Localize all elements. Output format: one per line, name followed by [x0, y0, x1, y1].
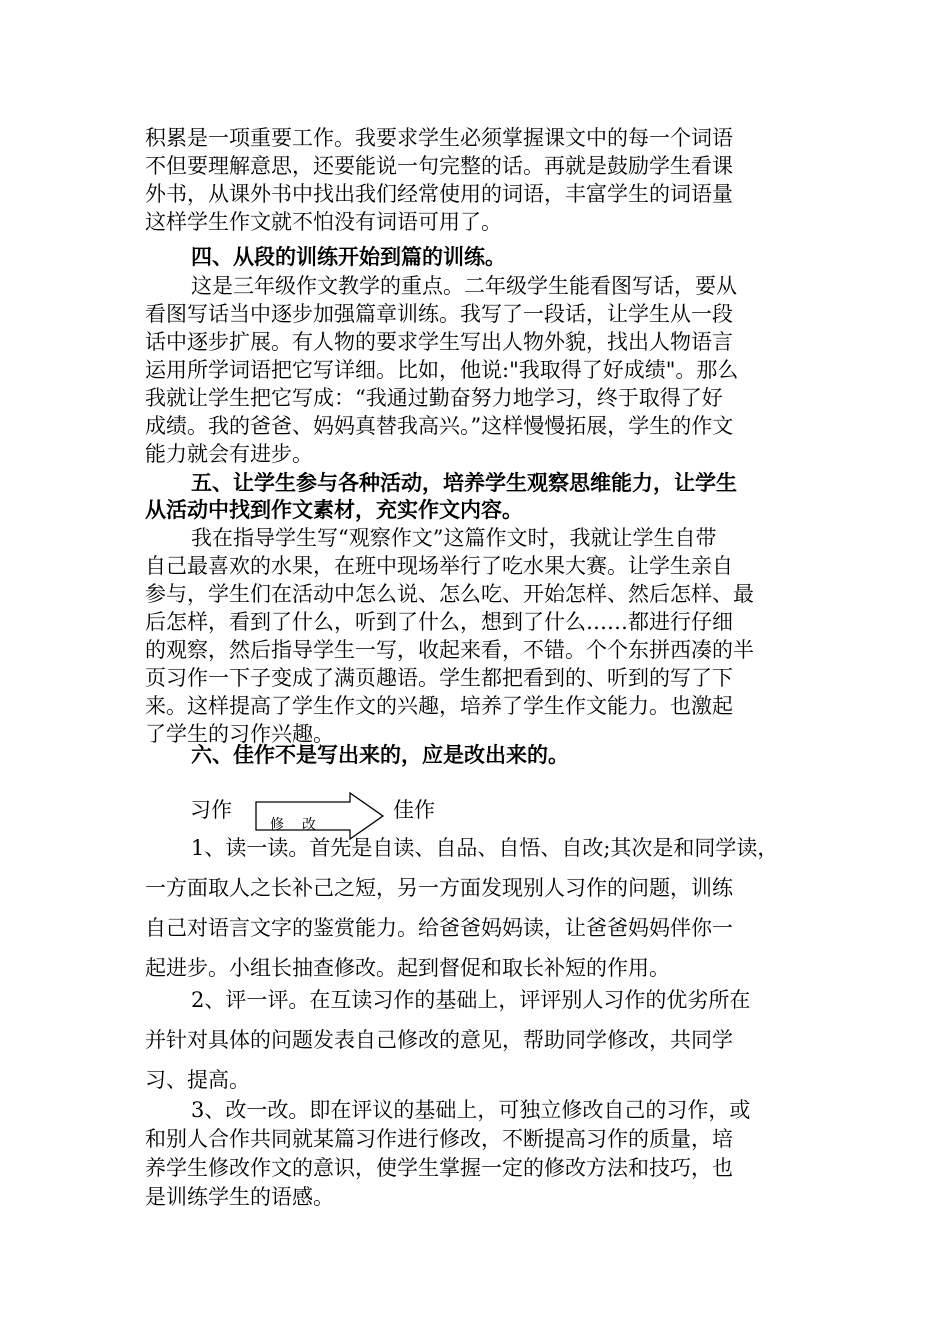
text-line: 我在指导学生写“观察作文”这篇作文时，我就让学生自带 — [191, 526, 717, 550]
text-line: 自己最喜欢的水果，在班中现场举行了吃水果大赛。让学生亲自 — [145, 554, 733, 578]
text-line: 自己对语言文字的鉴赏能力。给爸爸妈妈读，让爸爸妈妈伴你一 — [145, 916, 733, 940]
text-line: 并针对具体的问题发表自己修改的意见，帮助同学修改，共同学 — [145, 1028, 733, 1052]
paragraph-vocabulary — [145, 124, 815, 236]
text-line: 养学生修改作文的意识，使学生掌握一定的修改方法和技巧，也 — [145, 1156, 733, 1180]
text-line: 参与，学生们在活动中怎么说、怎么吃、开始怎样、然后怎样、最 — [145, 582, 754, 606]
paragraph-review — [145, 980, 815, 1100]
text-line: 不但要理解意思，还要能说一句完整的话。再就是鼓励学生看课 — [145, 154, 733, 178]
diagram-arrow-label: 修改 — [270, 817, 334, 833]
text-line: 话中逐步扩展。有人物的要求学生写出人物外貌，找出人物语言 — [145, 330, 733, 354]
section-heading-5: 五、让学生参与各种活动，培养学生观察思维能力，让学生 从活动中找到作文素材，充实作文内容。 — [145, 471, 737, 522]
text-line: 1、读一读。首先是自读、自品、自悟、自改;其次是和同学读， — [191, 836, 779, 860]
text-line: 外书，从课外书中找出我们经常使用的词语，丰富学生的词语量 — [145, 182, 733, 206]
diagram-label-masterpiece: 佳作 — [393, 798, 435, 822]
text-line: 习、提高。 — [145, 1068, 250, 1092]
text-line: 成绩。我的爸爸、妈妈真替我高兴。”这样慢慢拓展，学生的作文 — [145, 414, 734, 438]
text-line: 能力就会有进步。 — [145, 442, 313, 466]
text-line: 看图写话当中逐步加强篇章训练。我写了一段话，让学生从一段 — [145, 302, 733, 326]
text-line: 运用所学词语把它写详细。比如，他说:"我取得了好成绩"。那么 — [145, 358, 739, 382]
section-heading-4: 四、从段的训练开始到篇的训练。 — [191, 245, 506, 269]
text-line: 后怎样，看到了什么，听到了什么，想到了什么……都进行仔细 — [145, 610, 733, 634]
paragraph-section-4 — [145, 272, 815, 468]
paragraph-section-5 — [145, 524, 815, 748]
text-line: 我就让学生把它写成：“我通过勤奋努力地学习，终于取得了好 — [145, 386, 723, 410]
text-line: 这是三年级作文教学的重点。二年级学生能看图写话，要从 — [191, 274, 737, 298]
paragraph-read — [145, 828, 815, 988]
text-line: 了学生的习作兴趣。 — [145, 722, 334, 746]
text-line: 的观察，然后指导学生一写，收起来看，不错。个个东拼西凑的半 — [145, 638, 754, 662]
text-line: 是训练学生的语感。 — [145, 1185, 334, 1209]
paragraph-revise — [145, 1096, 815, 1212]
section-heading-6: 六、佳作不是写出来的，应是改出来的。 — [191, 743, 569, 767]
text-line: 这样学生作文就不怕没有词语可用了。 — [145, 210, 502, 234]
text-line: 2、评一评。在互读习作的基础上，评评别人习作的优劣所在 — [191, 988, 751, 1012]
text-line: 积累是一项重要工作。我要求学生必须掌握课文中的每一个词语 — [145, 126, 733, 150]
text-line: 来。这样提高了学生作文的兴趣，培养了学生作文能力。也激起 — [145, 694, 733, 718]
text-line: 3、改一改。即在评议的基础上，可独立修改自己的习作，或 — [191, 1098, 751, 1122]
text-line: 一方面取人之长补己之短，另一方面发现别人习作的问题，训练 — [145, 876, 733, 900]
text-line: 和别人合作共同就某篇习作进行修改，不断提高习作的质量，培 — [145, 1127, 733, 1151]
diagram-label-draft: 习作 — [190, 798, 232, 822]
text-line: 起进步。小组长抽查修改。起到督促和取长补短的作用。 — [145, 956, 670, 980]
text-line: 页习作一下子变成了满页趣语。学生都把看到的、听到的写了下 — [145, 666, 733, 690]
